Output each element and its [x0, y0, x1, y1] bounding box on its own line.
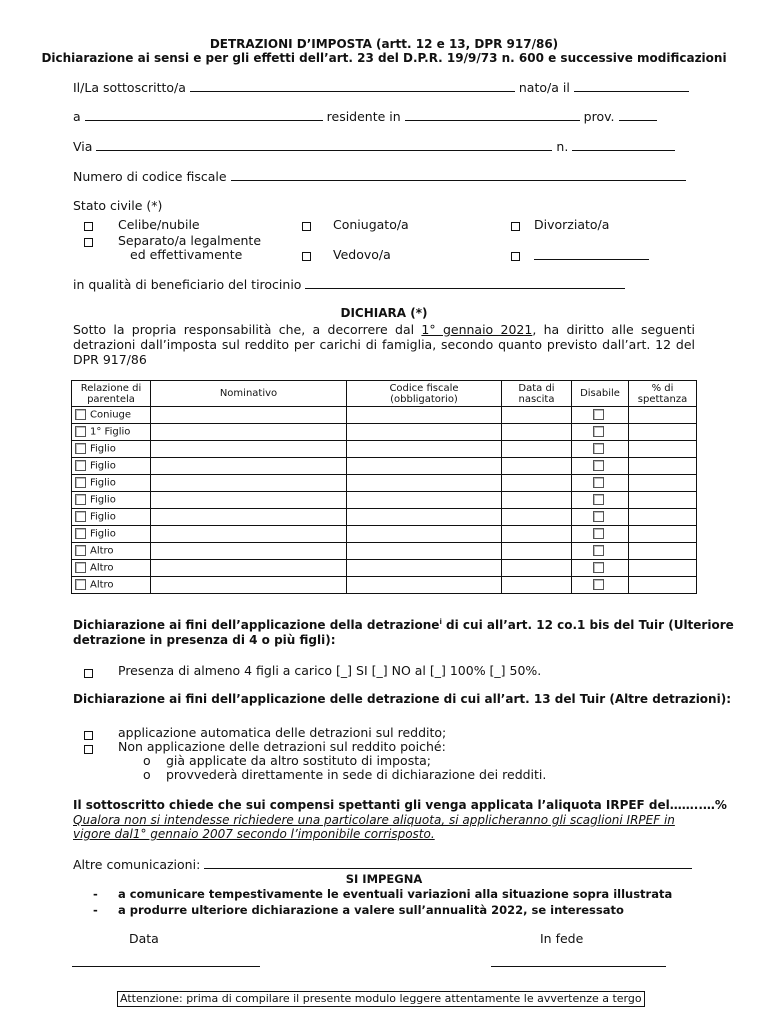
fiscal-code-cell[interactable]: [347, 560, 502, 577]
residence-field[interactable]: [405, 109, 580, 121]
birth-date-cell[interactable]: [502, 475, 572, 492]
table-row: [72, 475, 697, 492]
name-cell[interactable]: [151, 526, 347, 543]
relation-label: Altro: [90, 562, 114, 574]
relation-checkbox[interactable]: [75, 477, 86, 488]
share-cell[interactable]: [629, 407, 697, 424]
fiscal-code-cell[interactable]: [347, 407, 502, 424]
name-cell[interactable]: [151, 492, 347, 509]
disabled-checkbox[interactable]: [593, 494, 604, 505]
civil-other-option[interactable]: [511, 248, 524, 263]
disabled-checkbox[interactable]: [593, 409, 604, 420]
civil-divorced-label: Divorziato/a: [534, 217, 610, 232]
relation-cell[interactable]: [72, 458, 151, 475]
declares-heading: DICHIARA (*): [340, 306, 428, 320]
art13-opt2-text: Non applicazione delle detrazioni sul reddito poiché:: [118, 739, 446, 754]
declares-line-1: [73, 322, 695, 337]
table-row: [72, 577, 697, 594]
resident-label: residente in: [326, 109, 401, 124]
other-row: [73, 857, 692, 872]
fiscal-code-cell[interactable]: [347, 509, 502, 526]
birth-date-cell[interactable]: [502, 458, 572, 475]
art12-heading-1: Dichiarazione ai fini dell’applicazione della detrazione$^i$ di cui all’art. 12 co.1 bis del Tuir (Ulteriore: [73, 618, 734, 632]
art13-sub1-marker: o: [143, 753, 151, 768]
disabled-checkbox[interactable]: [593, 579, 604, 590]
trainee-label: in qualità di beneficiario del tirocinio: [73, 277, 302, 292]
art13-sub2-marker: o: [143, 767, 151, 782]
share-cell[interactable]: [629, 458, 697, 475]
table-row: [72, 543, 697, 560]
share-cell[interactable]: [629, 441, 697, 458]
other-label: Altre comunicazioni:: [73, 857, 201, 872]
relation-cell[interactable]: [72, 492, 151, 509]
name-cell[interactable]: [151, 458, 347, 475]
relation-checkbox[interactable]: [75, 528, 86, 539]
disabled-checkbox[interactable]: [593, 443, 604, 454]
commit-dash-2: -: [93, 903, 98, 917]
relation-cell[interactable]: [72, 577, 151, 594]
share-cell[interactable]: [629, 526, 697, 543]
art12-checkbox[interactable]: [84, 669, 93, 678]
civil-separated-option[interactable]: [84, 234, 97, 249]
single-checkbox[interactable]: [84, 222, 93, 231]
address-row: [73, 139, 675, 154]
form-subtitle: Dichiarazione ai sensi e per gli effetti dell’art. 23 del D.P.R. 19/9/73 n. 600 e successive modificazioni: [41, 51, 727, 65]
civil-single-option[interactable]: [84, 218, 97, 233]
col-relation: Relazione di parentela: [72, 381, 151, 407]
tax-code-field[interactable]: [231, 169, 686, 181]
name-cell[interactable]: [151, 560, 347, 577]
birth-date-cell[interactable]: [502, 543, 572, 560]
separated-checkbox[interactable]: [84, 238, 93, 247]
birth-date-cell[interactable]: [502, 441, 572, 458]
relation-label: Altro: [90, 579, 114, 591]
trainee-row: [73, 277, 625, 292]
share-cell[interactable]: [629, 543, 697, 560]
family-table: [71, 380, 697, 594]
table-row: [72, 441, 697, 458]
form-title: DETRAZIONI D’IMPOSTA (artt. 12 e 13, DPR 917/86): [209, 37, 559, 51]
civil-single-label: Celibe/nubile: [118, 217, 200, 232]
declares-start-date: 1° gennaio 2021: [421, 322, 533, 337]
name-cell[interactable]: [151, 407, 347, 424]
commits-heading: SI IMPEGNA: [345, 872, 423, 886]
relation-label: Figlio: [90, 443, 116, 455]
fiscal-code-cell[interactable]: [347, 577, 502, 594]
number-label: n.: [556, 139, 569, 154]
table-row: [72, 407, 697, 424]
fiscal-code-cell[interactable]: [347, 424, 502, 441]
commit-item-2: a produrre ulteriore dichiarazione a valere sull’annualità 2022, se interessato: [118, 903, 624, 917]
name-cell[interactable]: [151, 509, 347, 526]
name-cell[interactable]: [151, 441, 347, 458]
fiscal-code-cell[interactable]: [347, 526, 502, 543]
fiscal-code-cell[interactable]: [347, 492, 502, 509]
civil-status-label: Stato civile (*): [73, 198, 163, 213]
table-row: [72, 492, 697, 509]
share-cell[interactable]: [629, 492, 697, 509]
birth-date-cell[interactable]: [502, 492, 572, 509]
relation-label: Altro: [90, 545, 114, 557]
other-field[interactable]: [204, 857, 692, 869]
married-checkbox[interactable]: [302, 222, 311, 231]
disabled-checkbox[interactable]: [593, 511, 604, 522]
col-name: Nominativo: [151, 381, 347, 407]
civil-widowed-label: Vedovo/a: [333, 247, 391, 262]
birth-date-field[interactable]: [574, 80, 689, 92]
other-checkbox[interactable]: [511, 252, 520, 261]
relation-cell[interactable]: [72, 407, 151, 424]
relation-label: Figlio: [90, 528, 116, 540]
disabled-checkbox[interactable]: [593, 545, 604, 556]
art13-sub1-text: già applicate da altro sostituto di imposta;: [166, 753, 431, 768]
col-share: % di spettanza: [629, 381, 697, 407]
relation-cell[interactable]: [72, 509, 151, 526]
art12-option-text: Presenza di almeno 4 figli a carico [_] SI [_] NO al [_] 100% [_] 50%.: [118, 663, 542, 678]
share-cell[interactable]: [629, 475, 697, 492]
relation-checkbox[interactable]: [75, 562, 86, 573]
commit-item-1: a comunicare tempestivamente le eventuali variazioni alla situazione sopra illustrata: [118, 887, 673, 901]
birth-date-cell[interactable]: [502, 509, 572, 526]
disabled-cell[interactable]: [572, 543, 629, 560]
irpef-note-2: vigore dal1° gennaio 2007 secondo l’imponibile corrisposto.: [73, 827, 435, 841]
birth-date-cell[interactable]: [502, 577, 572, 594]
trainee-field[interactable]: [305, 277, 625, 289]
irpef-request: Il sottoscritto chiede che sui compensi spettanti gli venga applicata l’aliquota IRPEF del……..…%: [73, 798, 727, 812]
civil-separated-label-2: ed effettivamente: [130, 247, 243, 262]
col-fiscal-code: Codice fiscale (obbligatorio): [347, 381, 502, 407]
disabled-cell[interactable]: [572, 424, 629, 441]
table-row: [72, 509, 697, 526]
declares-text-b: , ha diritto alle seguenti: [532, 322, 695, 337]
signature-line[interactable]: [491, 966, 666, 967]
civil-divorced-option[interactable]: [511, 218, 524, 233]
disabled-cell[interactable]: [572, 560, 629, 577]
table-row: [72, 424, 697, 441]
birthplace-field[interactable]: [85, 109, 323, 121]
birth-date-cell[interactable]: [502, 424, 572, 441]
declares-line-3: DPR 917/86: [73, 352, 147, 367]
civil-widowed-option[interactable]: [302, 248, 315, 263]
birth-date-cell[interactable]: [502, 560, 572, 577]
relation-label: Figlio: [90, 460, 116, 472]
undersigned-label: Il/La sottoscritto/a: [73, 80, 186, 95]
table-row: [72, 458, 697, 475]
civil-other-field[interactable]: [534, 248, 649, 263]
born-label: nato/a il: [518, 80, 570, 95]
relation-label: 1° Figlio: [90, 426, 131, 438]
birthplace-label: a: [73, 109, 81, 124]
relation-label: Figlio: [90, 511, 116, 523]
province-field[interactable]: [619, 109, 657, 121]
art13-heading: Dichiarazione ai fini dell’applicazione delle detrazione di cui all’art. 13 del Tuir (Altre detrazioni):: [73, 692, 731, 706]
warning-box: Attenzione: prima di compilare il presente modulo leggere attentamente le avvertenze a tergo: [117, 991, 645, 1007]
endnote-marker: i: [439, 618, 442, 626]
share-cell[interactable]: [629, 424, 697, 441]
disabled-cell[interactable]: [572, 407, 629, 424]
street-field[interactable]: [96, 139, 552, 151]
relation-cell[interactable]: [72, 526, 151, 543]
art13-sub2-text: provvederà direttamente in sede di dichiarazione dei redditi.: [166, 767, 547, 782]
name-cell[interactable]: [151, 577, 347, 594]
share-cell[interactable]: [629, 577, 697, 594]
name-cell[interactable]: [151, 475, 347, 492]
art12-option-marker[interactable]: [84, 665, 97, 680]
disabled-cell[interactable]: [572, 441, 629, 458]
relation-checkbox[interactable]: [75, 511, 86, 522]
relation-cell[interactable]: [72, 475, 151, 492]
birth-date-cell[interactable]: [502, 407, 572, 424]
disabled-cell[interactable]: [572, 526, 629, 543]
relation-checkbox[interactable]: [75, 494, 86, 505]
relation-checkbox[interactable]: [75, 426, 86, 437]
street-label: Via: [73, 139, 93, 154]
tax-code-row: [73, 169, 686, 184]
commit-dash-1: -: [93, 887, 98, 901]
date-signature-line[interactable]: [72, 966, 260, 967]
col-disabled: Disabile: [572, 381, 629, 407]
civil-married-label: Coniugato/a: [333, 217, 409, 232]
relation-label: Coniuge: [90, 409, 132, 421]
declares-line-2: detrazioni dall’imposta sul reddito per carichi di famiglia, secondo quanto previsto dall’art. 12 del: [73, 337, 695, 352]
residence-row: [73, 109, 657, 124]
tax-code-label: Numero di codice fiscale: [73, 169, 227, 184]
disabled-checkbox[interactable]: [593, 477, 604, 488]
undersigned-row: [73, 80, 689, 95]
art12-heading-2: detrazione in presenza di 4 o più figli):: [73, 633, 336, 647]
share-cell[interactable]: [629, 509, 697, 526]
relation-checkbox[interactable]: [75, 409, 86, 420]
disabled-checkbox[interactable]: [593, 460, 604, 471]
disabled-cell[interactable]: [572, 509, 629, 526]
birth-date-cell[interactable]: [502, 526, 572, 543]
relation-checkbox[interactable]: [75, 579, 86, 590]
relation-cell[interactable]: [72, 441, 151, 458]
relation-label: Figlio: [90, 494, 116, 506]
relation-checkbox[interactable]: [75, 460, 86, 471]
art13-opt1-marker[interactable]: [84, 727, 97, 742]
art13-opt2-marker[interactable]: [84, 741, 97, 756]
art13-opt1-checkbox[interactable]: [84, 731, 93, 740]
disabled-checkbox[interactable]: [593, 426, 604, 437]
name-cell[interactable]: [151, 424, 347, 441]
street-number-field[interactable]: [572, 139, 675, 151]
irpef-note-1: Qualora non si intendesse richiedere una particolare aliquota, si applicheranno gli scaglioni IRPEF in: [73, 813, 675, 827]
relation-cell[interactable]: [72, 560, 151, 577]
civil-separated-label-1: Separato/a legalmente: [118, 233, 262, 248]
disabled-checkbox[interactable]: [593, 528, 604, 539]
table-header-row: [72, 381, 697, 407]
disabled-cell[interactable]: [572, 475, 629, 492]
widowed-checkbox[interactable]: [302, 252, 311, 261]
art13-opt1-text: applicazione automatica delle detrazioni sul reddito;: [118, 725, 447, 740]
date-label: Data: [129, 931, 159, 946]
relation-cell[interactable]: [72, 424, 151, 441]
relation-label: Figlio: [90, 477, 116, 489]
undersigned-field[interactable]: [190, 80, 515, 92]
prov-label: prov.: [583, 109, 615, 124]
disabled-cell[interactable]: [572, 577, 629, 594]
table-row: [72, 526, 697, 543]
civil-married-option[interactable]: [302, 218, 315, 233]
fiscal-code-cell[interactable]: [347, 475, 502, 492]
name-cell[interactable]: [151, 543, 347, 560]
relation-checkbox[interactable]: [75, 443, 86, 454]
fiscal-code-cell[interactable]: [347, 543, 502, 560]
col-birth-date: Data di nascita: [502, 381, 572, 407]
fiscal-code-cell[interactable]: [347, 458, 502, 475]
relation-checkbox[interactable]: [75, 545, 86, 556]
fiscal-code-cell[interactable]: [347, 441, 502, 458]
art13-opt2-checkbox[interactable]: [84, 745, 93, 754]
table-row: [72, 560, 697, 577]
disabled-cell[interactable]: [572, 492, 629, 509]
divorced-checkbox[interactable]: [511, 222, 520, 231]
disabled-cell[interactable]: [572, 458, 629, 475]
disabled-checkbox[interactable]: [593, 562, 604, 573]
relation-cell[interactable]: [72, 543, 151, 560]
in-faith-label: In fede: [540, 931, 584, 946]
share-cell[interactable]: [629, 560, 697, 577]
declares-text-a: Sotto la propria responsabilità che, a decorrere dal: [73, 322, 415, 337]
